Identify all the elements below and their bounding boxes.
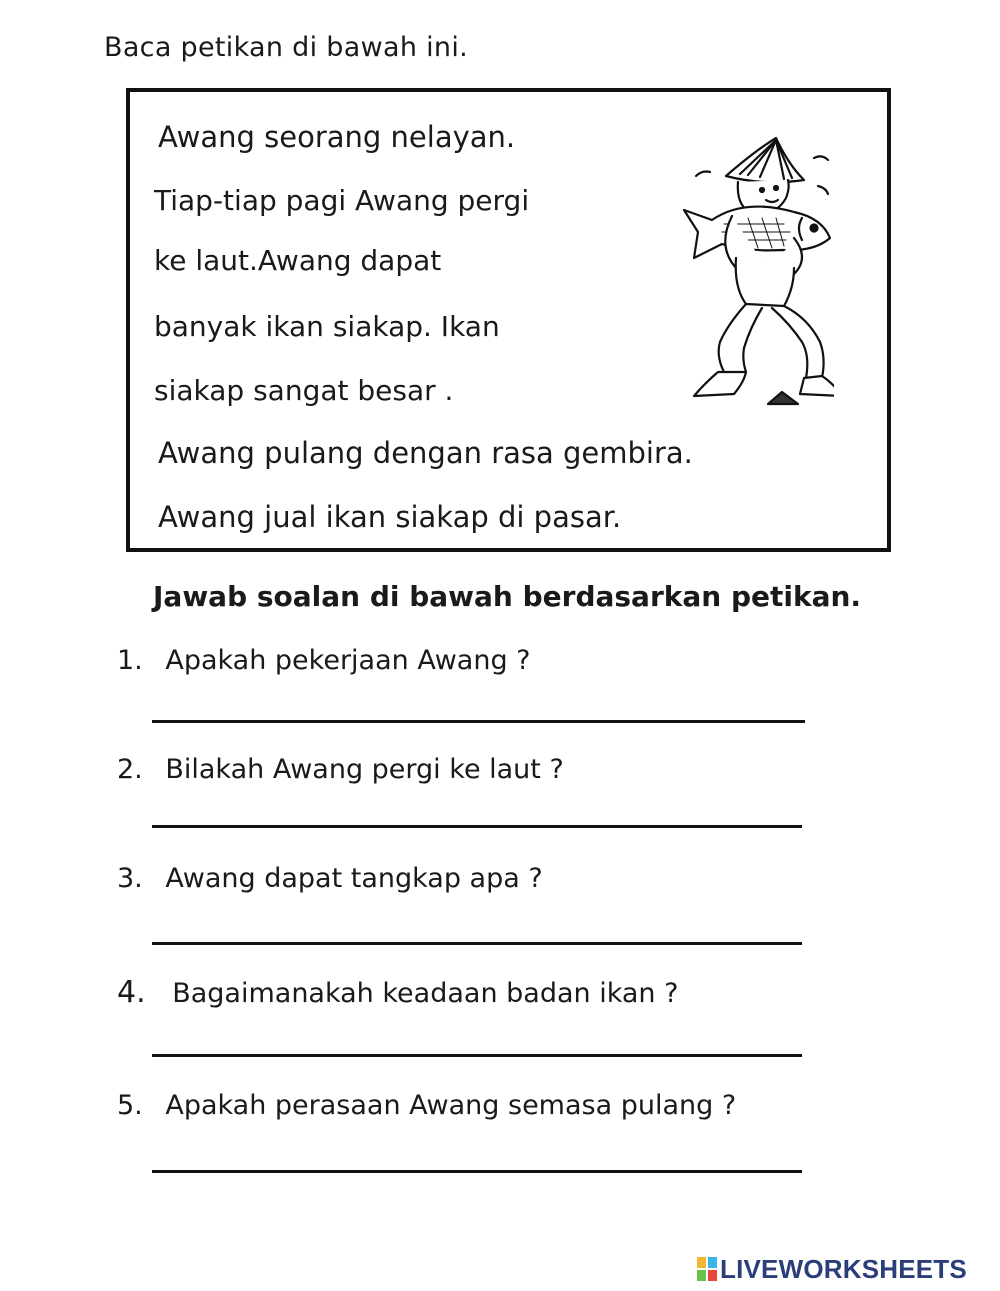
answer-line-5[interactable] — [152, 1170, 802, 1173]
question-number: 5. — [117, 1090, 143, 1121]
questions-heading: Jawab soalan di bawah berdasarkan petikan. — [153, 580, 862, 613]
question-4 — [117, 975, 678, 1010]
answer-line-2[interactable] — [152, 825, 802, 828]
liveworksheets-logo-icon — [697, 1257, 717, 1281]
passage-line: Awang jual ikan siakap di pasar. — [158, 500, 622, 534]
question-number: 1. — [117, 645, 143, 676]
question-text: Awang dapat tangkap apa ? — [165, 863, 543, 894]
question-number: 2. — [117, 754, 143, 785]
question-3 — [117, 863, 543, 894]
question-text: Bilakah Awang pergi ke laut ? — [165, 754, 564, 785]
passage-line: siakap sangat besar . — [154, 374, 454, 407]
instruction-text: Baca petikan di bawah ini. — [104, 32, 469, 63]
question-number: 3. — [117, 863, 143, 894]
answer-line-4[interactable] — [152, 1054, 802, 1057]
fisherman-holding-fish-icon — [664, 128, 834, 408]
question-text: Apakah perasaan Awang semasa pulang ? — [165, 1090, 737, 1121]
passage-line: Awang seorang nelayan. — [158, 120, 516, 154]
passage-line: Tiap-tiap pagi Awang pergi — [154, 184, 530, 217]
question-1 — [117, 645, 531, 676]
passage-line: banyak ikan siakap. Ikan — [154, 310, 500, 343]
question-5 — [117, 1090, 736, 1121]
passage-line: ke laut.Awang dapat — [154, 244, 442, 277]
question-text: Apakah pekerjaan Awang ? — [165, 645, 531, 676]
passage-box — [126, 88, 891, 552]
passage-line: Awang pulang dengan rasa gembira. — [158, 436, 693, 470]
question-number: 4. — [117, 975, 146, 1010]
answer-line-3[interactable] — [152, 942, 802, 945]
answer-line-1[interactable] — [152, 720, 805, 723]
question-2 — [117, 754, 564, 785]
liveworksheets-brand — [697, 1255, 967, 1283]
brand-name: LIVEWORKSHEETS — [720, 1253, 967, 1284]
question-text: Bagaimanakah keadaan badan ikan ? — [172, 978, 679, 1009]
